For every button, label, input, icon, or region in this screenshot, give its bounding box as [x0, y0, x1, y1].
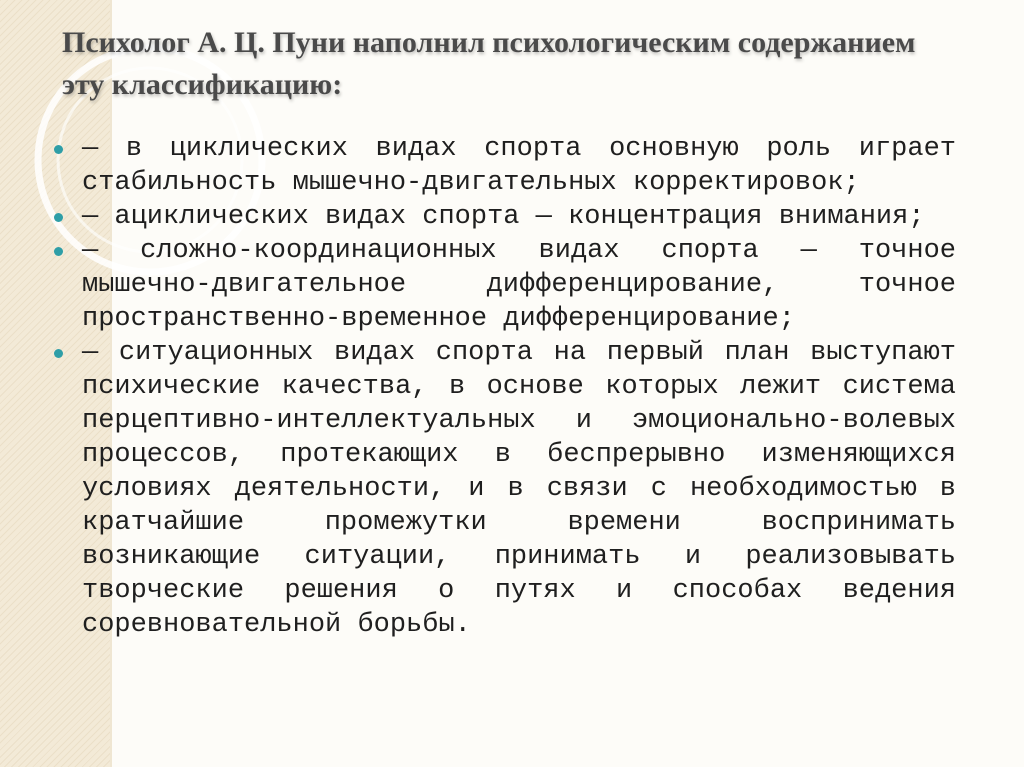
list-item — [52, 234, 956, 336]
list-item-text: — сложно-координационных видах спорта — точное мышечно-двигательное дифференцирование, точное пространственно-временное дифференцирование; — [82, 236, 956, 334]
slide-title: Психолог А. Ц. Пуни наполнил психологическим содержанием эту классификацию: — [62, 26, 916, 101]
list-item — [52, 132, 956, 200]
bullet-dot-icon — [54, 349, 63, 358]
list-item — [52, 336, 956, 642]
list-item-text: — в циклических видах спорта основную роль играет стабильность мышечно-двигательных корректировок; — [82, 134, 956, 198]
bullet-dot-icon — [54, 213, 63, 222]
list-item-text: — ациклических видах спорта — концентрация внимания; — [82, 202, 925, 232]
bullet-dot-icon — [54, 145, 63, 154]
bullet-list — [52, 132, 956, 642]
list-item — [52, 200, 956, 234]
bullet-dot-icon — [54, 247, 63, 256]
list-item-text: — ситуационных видах спорта на первый план выступают психические качества, в основе которых лежит система перцептивно-интеллектуальных и эмоционально-волевых процессов, протекающих в беспрерывно изменяющихся условиях деятельности, и в связи с необходимостью в кратчайшие промежутки времени воспринимать возникающие ситуации, принимать и реализовывать творческие решения о путях и способах ведения соревновательной борьбы. — [82, 338, 956, 640]
